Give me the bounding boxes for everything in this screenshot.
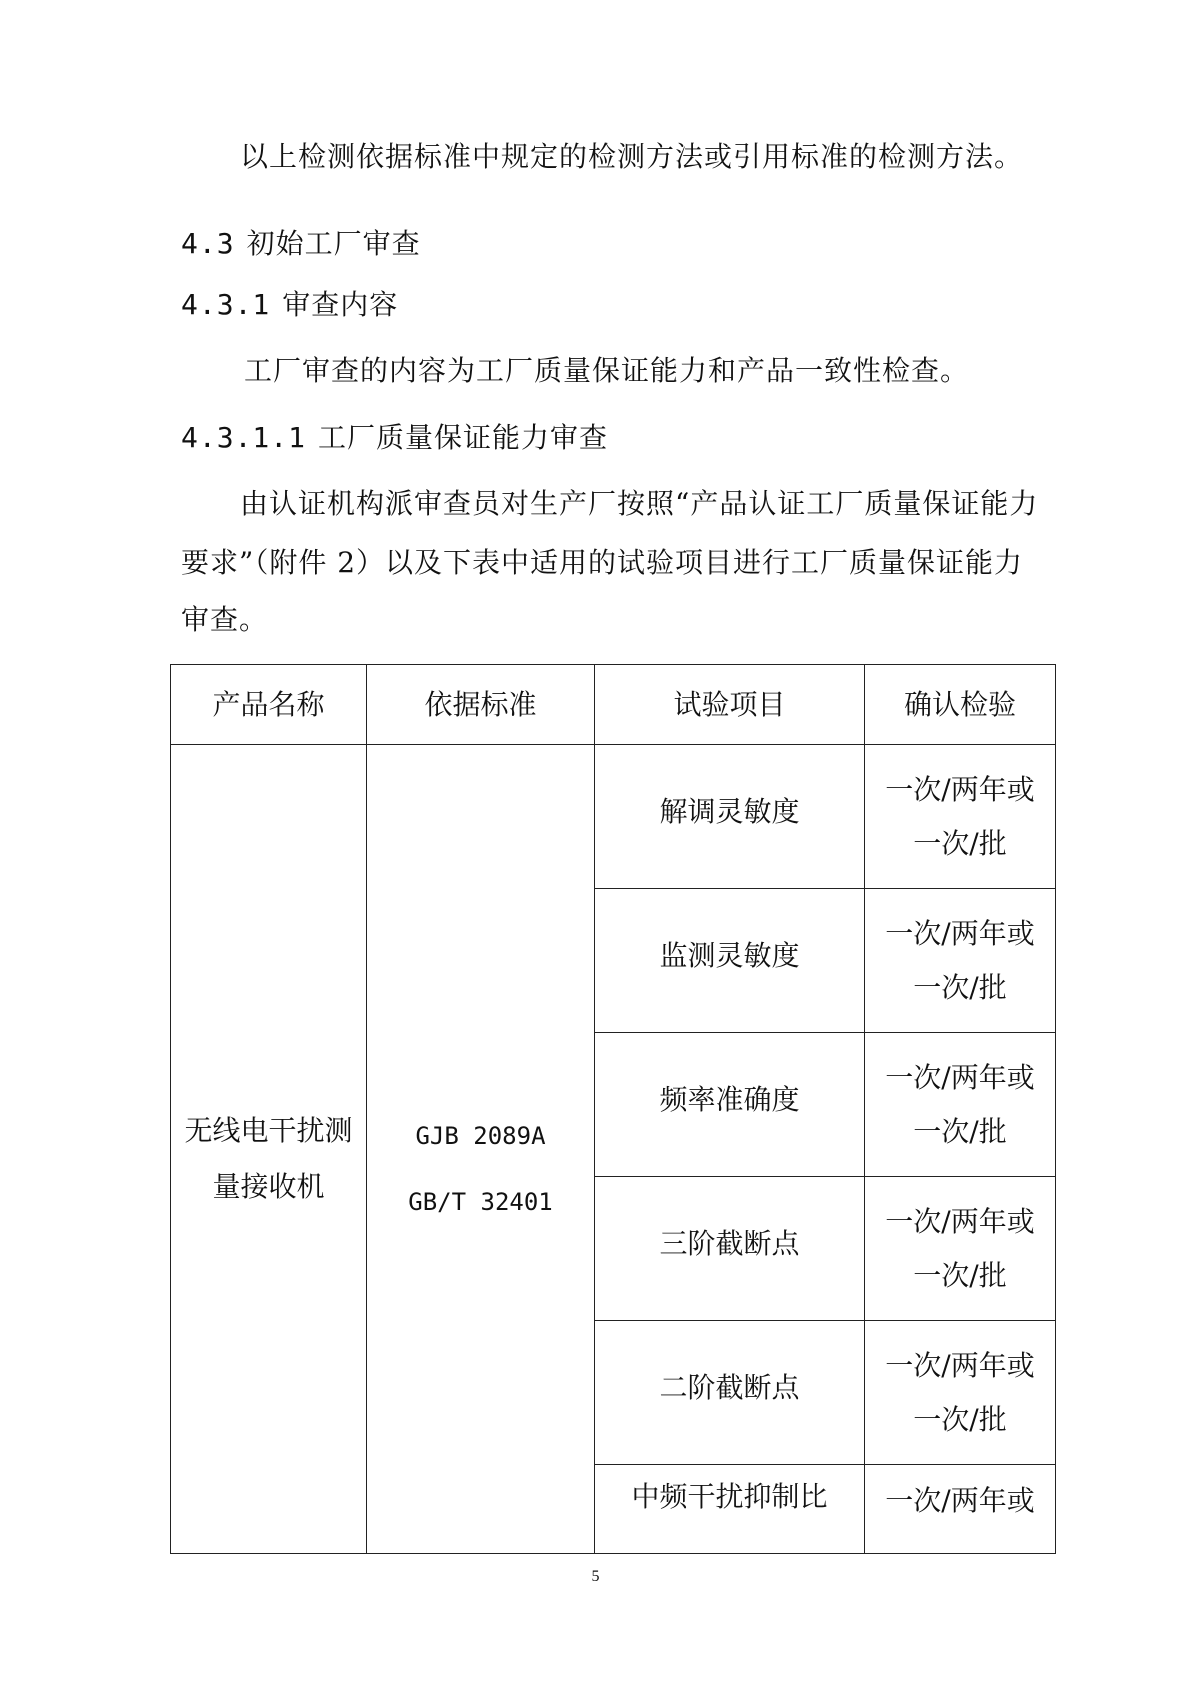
confirm-line1: 一次/两年或 xyxy=(885,1204,1035,1238)
standard-cell xyxy=(367,745,595,1554)
paragraph-audit-line1: 由认证机构派审查员对生产厂按照“产品认证工厂质量保证能力 xyxy=(240,487,1039,520)
paragraph-test-methods: 以上检测依据标准中规定的检测方法或引用标准的检测方法。 xyxy=(240,140,1024,173)
confirm-line1: 一次/两年或 xyxy=(885,1348,1035,1382)
table-row xyxy=(171,745,1056,889)
confirm-line2: 一次/批 xyxy=(913,1114,1007,1148)
heading-4-3-1-number: 4.3.1 xyxy=(181,288,271,321)
standard-line2: GB/T 32401 xyxy=(408,1188,553,1216)
confirm-cell xyxy=(865,1465,1056,1554)
page-number: 5 xyxy=(591,1568,600,1585)
heading-4-3-1-1-number: 4.3.1.1 xyxy=(181,421,307,454)
table-header-row xyxy=(171,665,1056,745)
test-item-text: 中频干扰抑制比 xyxy=(631,1480,828,1513)
confirm-line1: 一次/两年或 xyxy=(885,1484,1035,1517)
confirm-line1: 一次/两年或 xyxy=(885,916,1035,950)
confirm-line2: 一次/批 xyxy=(913,1258,1007,1292)
header-confirm-inspection: 确认检验 xyxy=(865,665,1056,745)
confirm-line2: 一次/批 xyxy=(913,1402,1007,1436)
heading-4-3-1-text: 审查内容 xyxy=(282,288,399,321)
test-item-cell: 频率准确度 xyxy=(595,1033,865,1177)
confirm-line2: 一次/批 xyxy=(913,826,1007,860)
header-standard: 依据标准 xyxy=(367,665,595,745)
heading-4-3-1 xyxy=(181,288,399,321)
header-product-name: 产品名称 xyxy=(171,665,367,745)
product-name-line1: 无线电干扰测 xyxy=(184,1114,353,1147)
heading-4-3 xyxy=(181,227,421,260)
confirm-line1: 一次/两年或 xyxy=(885,772,1035,806)
paragraph-audit-line2: 要求”（附件 2）以及下表中适用的试验项目进行工厂质量保证能力 xyxy=(181,546,1024,579)
test-item-cell: 解调灵敏度 xyxy=(595,745,865,889)
heading-4-3-number: 4.3 xyxy=(181,227,235,260)
paragraph-audit-line3: 审查。 xyxy=(181,603,269,636)
confirm-cell xyxy=(865,1177,1056,1321)
confirm-cell xyxy=(865,1033,1056,1177)
standard-line1: GJB 2089A xyxy=(415,1122,546,1150)
heading-4-3-text: 初始工厂审查 xyxy=(246,227,421,260)
product-name-line2: 量接收机 xyxy=(212,1170,325,1203)
heading-4-3-1-1 xyxy=(181,421,609,454)
confirm-cell xyxy=(865,745,1056,889)
header-test-item: 试验项目 xyxy=(595,665,865,745)
test-item-cell: 二阶截断点 xyxy=(595,1321,865,1465)
heading-4-3-1-1-text: 工厂质量保证能力审查 xyxy=(318,421,609,454)
confirm-cell xyxy=(865,1321,1056,1465)
product-name-cell xyxy=(171,745,367,1554)
test-item-cell: 监测灵敏度 xyxy=(595,889,865,1033)
audit-items-table xyxy=(170,664,1056,1554)
confirm-cell xyxy=(865,889,1056,1033)
test-item-cell: 三阶截断点 xyxy=(595,1177,865,1321)
test-item-cell xyxy=(595,1465,865,1554)
confirm-line1: 一次/两年或 xyxy=(885,1060,1035,1094)
paragraph-audit-content: 工厂审查的内容为工厂质量保证能力和产品一致性检查。 xyxy=(244,354,970,387)
confirm-line2: 一次/批 xyxy=(913,970,1007,1004)
